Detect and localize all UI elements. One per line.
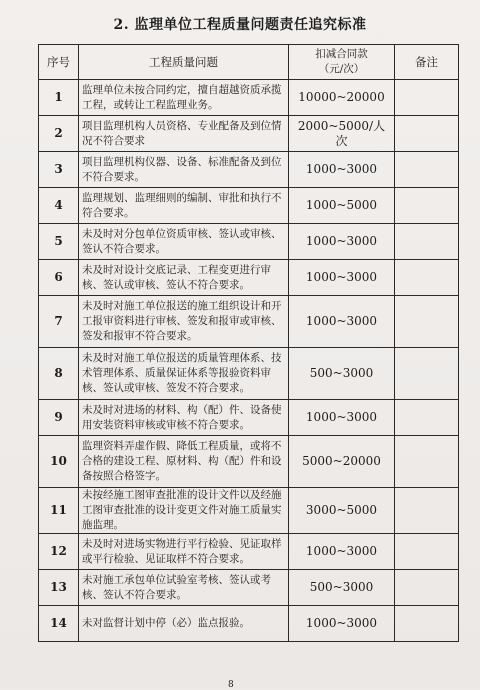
- row-note: [395, 348, 459, 400]
- row-number: 8: [39, 348, 79, 400]
- table-row: [39, 348, 459, 400]
- row-issue: 未对监督计划中停（必）监点报验。: [79, 606, 289, 642]
- row-number: 3: [39, 152, 79, 188]
- page-title: 2. 监理单位工程质量问题责任追究标准: [113, 17, 367, 33]
- row-number: 7: [39, 296, 79, 348]
- row-fine: 500~3000: [289, 570, 395, 606]
- header-note: 备注: [395, 45, 459, 80]
- row-fine: 3000~5000: [289, 488, 395, 534]
- row-note: [395, 296, 459, 348]
- row-fine: 1000~3000: [289, 606, 395, 642]
- row-note: [395, 152, 459, 188]
- row-number: 6: [39, 260, 79, 296]
- row-number: 2: [39, 116, 79, 152]
- row-fine: 1000~3000: [289, 152, 395, 188]
- table-row: [39, 260, 459, 296]
- row-fine: 2000~5000/人次: [289, 116, 395, 152]
- row-issue: 项目监理机构人员资格、专业配备及到位情况不符合要求: [79, 116, 289, 152]
- row-number: 4: [39, 188, 79, 224]
- row-number: 9: [39, 400, 79, 436]
- row-issue: 监理单位未按合同约定，擅自超越资质承揽工程，或转让工程监理业务。: [79, 80, 289, 116]
- row-note: [395, 260, 459, 296]
- table-row: [39, 188, 459, 224]
- row-issue: 监理规划、监理细则的编制、审批和执行不符合要求。: [79, 188, 289, 224]
- row-note: [395, 116, 459, 152]
- row-issue: 监理资料弄虚作假、降低工程质量，或将不合格的建设工程、原材料、构（配）件和设备按照合格签字。: [79, 436, 289, 488]
- page-number: 8: [228, 680, 234, 690]
- header-fine-line1: 扣减合同款: [315, 48, 368, 60]
- table-row: [39, 400, 459, 436]
- row-note: [395, 400, 459, 436]
- table-body: [39, 80, 459, 642]
- table-row: [39, 296, 459, 348]
- row-number: 5: [39, 224, 79, 260]
- row-fine: 1000~3000: [289, 260, 395, 296]
- row-note: [395, 80, 459, 116]
- row-fine: 10000~20000: [289, 80, 395, 116]
- row-fine: 1000~3000: [289, 534, 395, 570]
- table-row: [39, 224, 459, 260]
- row-number: 12: [39, 534, 79, 570]
- row-issue: 未对施工承包单位试验室考核、签认或考核、签认不符合要求。: [79, 570, 289, 606]
- row-issue: 未按经施工图审查批准的设计文件以及经施工图审查批准的设计变更文件对施工质量实施监理。: [79, 488, 289, 534]
- row-fine: 500~3000: [289, 348, 395, 400]
- header-fine: [289, 45, 395, 80]
- row-note: [395, 570, 459, 606]
- table-row: [39, 488, 459, 534]
- table-row: [39, 606, 459, 642]
- row-number: 11: [39, 488, 79, 534]
- row-issue: 项目监理机构仪器、设备、标准配备及到位不符合要求。: [79, 152, 289, 188]
- row-fine: 1000~3000: [289, 296, 395, 348]
- row-issue: 未及时对进场的材料、构（配）件、设备使用安装资料审核或审核不符合要求。: [79, 400, 289, 436]
- row-issue: 未及时对设计交底记录、工程变更进行审核、签认或审核、签认不符合要求。: [79, 260, 289, 296]
- table-row: [39, 570, 459, 606]
- row-number: 13: [39, 570, 79, 606]
- row-fine: 1000~3000: [289, 224, 395, 260]
- table-row: [39, 116, 459, 152]
- row-issue: 未及时对进场实物进行平行检验、见证取样或平行检验、见证取样不符合要求。: [79, 534, 289, 570]
- row-issue: 未及时对分包单位资质审核、签认或审核、签认不符合要求。: [79, 224, 289, 260]
- row-fine: 5000~20000: [289, 436, 395, 488]
- row-number: 10: [39, 436, 79, 488]
- row-note: [395, 534, 459, 570]
- row-note: [395, 188, 459, 224]
- row-issue: 未及时对施工单位报送的施工组织设计和开工报审资料进行审核、签发和报审或审核、签发和报审不符合要求。: [79, 296, 289, 348]
- row-fine: 1000~5000: [289, 188, 395, 224]
- row-note: [395, 436, 459, 488]
- table-row: [39, 152, 459, 188]
- row-note: [395, 224, 459, 260]
- header-issue: 工程质量问题: [79, 45, 289, 80]
- row-issue: 未及时对施工单位报送的质量管理体系、技术管理体系、质量保证体系等报验资料审核、签认或审核、签发不符合要求。: [79, 348, 289, 400]
- table-header-row: [39, 45, 459, 80]
- table-row: [39, 436, 459, 488]
- row-number: 14: [39, 606, 79, 642]
- table-row: [39, 534, 459, 570]
- table-row: [39, 80, 459, 116]
- row-note: [395, 488, 459, 534]
- responsibility-table: [38, 44, 459, 642]
- header-fine-line2: （元/次）: [318, 63, 365, 75]
- row-note: [395, 606, 459, 642]
- header-no: 序号: [39, 45, 79, 80]
- row-fine: 1000~3000: [289, 400, 395, 436]
- row-number: 1: [39, 80, 79, 116]
